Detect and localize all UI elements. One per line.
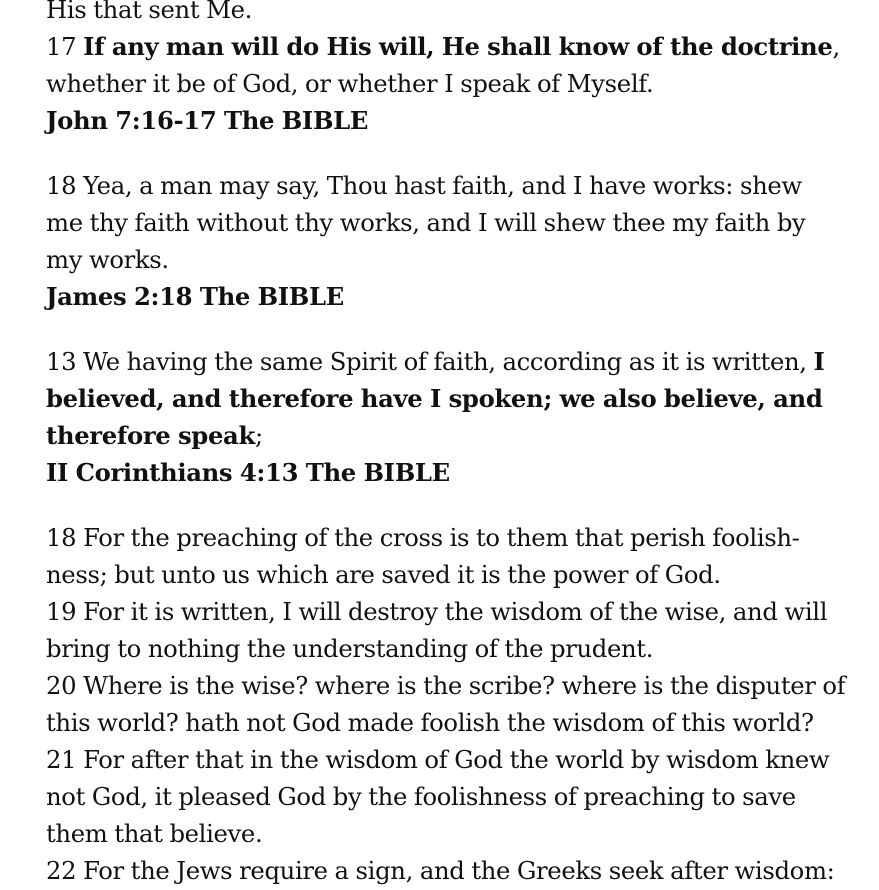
verse-line bbox=[46, 204, 866, 241]
verse-text: ; bbox=[254, 421, 263, 450]
verse-line bbox=[46, 815, 866, 852]
passage bbox=[46, 519, 866, 889]
scripture-reference: II Corinthians 4:13 The BIBLE bbox=[46, 458, 450, 487]
passage bbox=[46, 0, 866, 139]
passage-spacer bbox=[46, 491, 866, 519]
verse-line bbox=[46, 778, 866, 815]
verse-text: not God, it pleased God by the foolishness of preaching to save bbox=[46, 782, 796, 811]
verse-line bbox=[46, 28, 866, 65]
verse-line bbox=[46, 380, 866, 417]
verse-text: 22 For the Jews require a sign, and the Greeks seek after wisdom: bbox=[46, 856, 835, 885]
verse-text: 21 For after that in the wisdom of God the world by wisdom knew bbox=[46, 745, 830, 774]
verse-line bbox=[46, 741, 866, 778]
verse-text: whether it be of God, or whether I speak of Myself. bbox=[46, 69, 654, 98]
verse-line bbox=[46, 519, 866, 556]
verse-line bbox=[46, 704, 866, 741]
verse-line bbox=[46, 852, 866, 889]
emphasized-text: believed, and therefore have I spoken; we also believe, and bbox=[46, 384, 823, 413]
verse-text: 13 We having the same Spirit of faith, according as it is written, bbox=[46, 347, 814, 376]
verse-text: ness; but unto us which are saved it is the power of God. bbox=[46, 560, 721, 589]
verse-text: , bbox=[832, 32, 840, 61]
verse-text: 19 For it is written, I will destroy the wisdom of the wise, and will bbox=[46, 597, 828, 626]
emphasized-text: therefore speak bbox=[46, 421, 255, 450]
verse-line bbox=[46, 241, 866, 278]
passage bbox=[46, 167, 866, 315]
verse-line bbox=[46, 167, 866, 204]
verse-text: me thy faith without thy works, and I will shew thee my faith by bbox=[46, 208, 806, 237]
verse-line bbox=[46, 667, 866, 704]
verse-line bbox=[46, 593, 866, 630]
passage-spacer bbox=[46, 315, 866, 343]
verse-text: this world? hath not God made foolish the wisdom of this world? bbox=[46, 708, 814, 737]
verse-line bbox=[46, 0, 866, 28]
scripture-reference: John 7:16-17 The BIBLE bbox=[46, 106, 369, 135]
verse-line bbox=[46, 343, 866, 380]
verse-line bbox=[46, 630, 866, 667]
verse-text: 18 For the preaching of the cross is to them that perish foolish- bbox=[46, 523, 800, 552]
verse-text: my works. bbox=[46, 245, 169, 274]
verse-text: 20 Where is the wise? where is the scribe? where is the disputer of bbox=[46, 671, 846, 700]
verse-text: 17 bbox=[46, 32, 84, 61]
passage bbox=[46, 343, 866, 491]
scripture-page bbox=[46, 0, 866, 889]
verse-text: them that believe. bbox=[46, 819, 263, 848]
verse-text: 18 Yea, a man may say, Thou hast faith, and I have works: shew bbox=[46, 171, 802, 200]
passage-spacer bbox=[46, 139, 866, 167]
verse-text: His that sent Me. bbox=[46, 0, 253, 24]
verse-text: bring to nothing the understanding of the prudent. bbox=[46, 634, 654, 663]
scripture-reference: James 2:18 The BIBLE bbox=[46, 282, 344, 311]
emphasized-text: I bbox=[813, 347, 825, 376]
verse-line bbox=[46, 417, 866, 454]
verse-line bbox=[46, 556, 866, 593]
verse-line bbox=[46, 65, 866, 102]
emphasized-text: If any man will do His will, He shall know of the doctrine bbox=[83, 32, 833, 61]
